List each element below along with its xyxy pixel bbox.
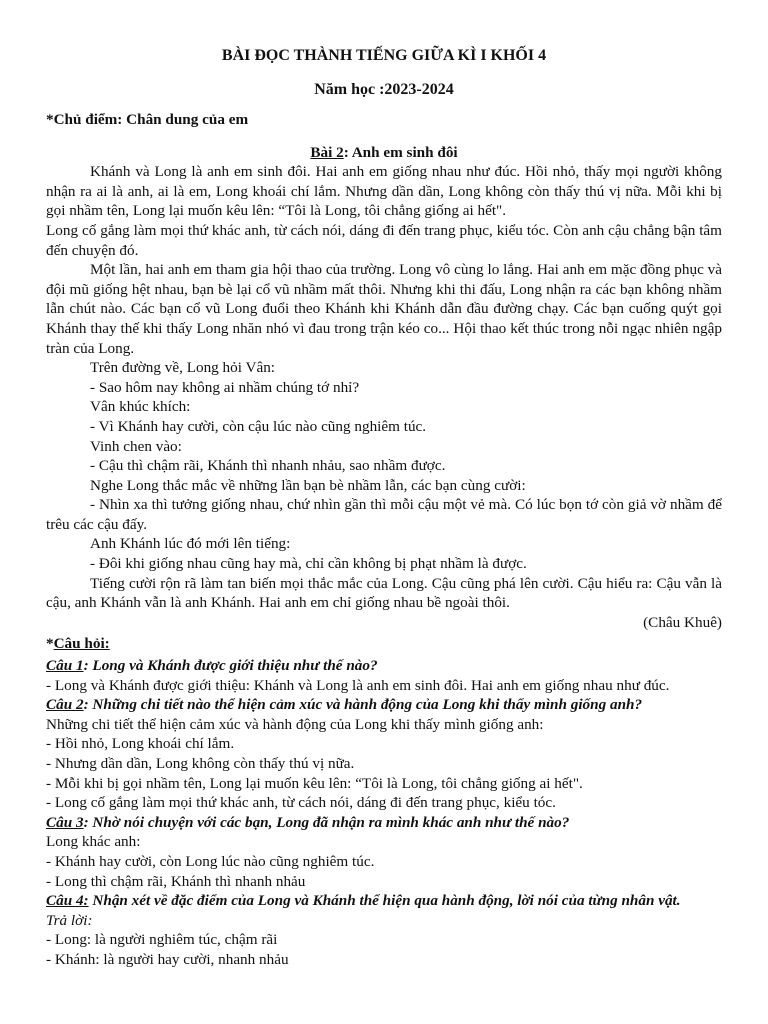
answer-line: - Khánh: là người hay cười, nhanh nhảu	[46, 950, 289, 968]
document-page	[46, 46, 722, 970]
answer-line: - Long và Khánh được giới thiệu: Khánh và Long là anh em sinh đôi. Hai anh em giống nhau như đúc.	[46, 676, 670, 694]
story-paragraph: Khánh và Long là anh em sinh đôi. Hai anh em giống nhau như đúc. Hồi nhỏ, thấy mọi người không nhận ra ai là anh, ai là em, Long khoái chí lắm. Nhưng dần dần, Long không còn thấy thú vị nữa. Mỗi khi bị gọi nhầm tên, Long lại muốn kêu lên: “Tôi là Long, tôi chẳng giống ai hết".	[46, 163, 722, 220]
page-title: BÀI ĐỌC THÀNH TIẾNG GIỮA KÌ I KHỐI 4	[221, 47, 547, 64]
source-credit: (Châu Khuê)	[643, 613, 722, 631]
question-prompt: : Nhờ nói chuyện với các bạn, Long đã nhận ra mình khác anh như thế nào?	[83, 813, 570, 831]
question-text	[46, 656, 722, 676]
answer-line: - Long: là người nghiêm túc, chậm rãi	[46, 931, 278, 949]
question-block	[46, 656, 722, 695]
story-paragraph: Trên đường về, Long hỏi Vân:	[90, 359, 276, 377]
answer-line: - Mỗi khi bị gọi nhầm tên, Long lại muốn kêu lên: “Tôi là Long, tôi chẳng giống ai hết".	[46, 774, 583, 792]
story-paragraph: Anh Khánh lúc đó mới lên tiếng:	[90, 535, 291, 553]
answer-line: - Long cố gắng làm mọi thứ khác anh, từ cách nói, dáng đi đến trang phục, kiểu tóc.	[46, 794, 556, 812]
question-text	[46, 813, 722, 833]
answer-line: - Nhưng dần dần, Long không còn thấy thú vị nữa.	[46, 755, 355, 772]
school-year: Năm học :2023-2024	[314, 81, 454, 98]
questions-list	[46, 656, 722, 970]
question-text	[46, 695, 722, 715]
story-paragraph: - Sao hôm nay không ai nhầm chúng tớ nhỉ?	[90, 378, 360, 396]
answer-line: - Long thì chậm rãi, Khánh thì nhanh nhảu	[46, 872, 306, 890]
lesson-title-text: : Anh em sinh đôi	[343, 143, 458, 161]
theme-line: *Chủ điểm: Chân dung của em	[46, 111, 249, 128]
story-paragraph: - Nhìn xa thì tưởng giống nhau, chứ nhìn gần thì mỗi cậu một vẻ mà. Có lúc bọn tớ còn giả vờ nhầm để trêu các cậu đấy.	[46, 496, 722, 533]
question-number: Câu 3	[46, 813, 84, 831]
lesson-title	[46, 143, 722, 163]
questions-heading	[46, 634, 722, 654]
answer-line: Trả lời:	[46, 911, 93, 929]
questions-heading-label: Câu hỏi:	[53, 635, 110, 653]
question-number: Câu 2	[46, 696, 84, 714]
question-text	[46, 891, 722, 911]
question-prompt: : Những chi tiết nào thể hiện cảm xúc và hành động của Long khi thấy mình giống anh?	[83, 696, 643, 714]
story-paragraph: Vân khúc khích:	[90, 398, 191, 416]
answer-line: - Khánh hay cười, còn Long lúc nào cũng nghiêm túc.	[46, 852, 375, 870]
questions-heading-star: *	[46, 635, 54, 653]
question-block	[46, 813, 722, 891]
question-block	[46, 891, 722, 969]
question-block	[46, 695, 722, 813]
answer-line: - Hồi nhỏ, Long khoái chí lắm.	[46, 735, 235, 753]
question-number: Câu 4:	[46, 892, 89, 910]
story-paragraph: Vinh chen vào:	[90, 437, 182, 455]
story-body	[46, 162, 722, 613]
story-paragraph: Tiếng cười rộn rã làm tan biến mọi thắc mắc của Long. Cậu cũng phá lên cười. Cậu hiểu ra: Cậu vẫn là cậu, anh Khánh vẫn là anh Khánh. Hai anh em chỉ giống nhau bề ngoài thôi.	[46, 574, 722, 612]
story-paragraph: Một lần, hai anh em tham gia hội thao của trường. Long vô cùng lo lắng. Hai anh em mặc đồng phục và đội mũ giống hệt nhau, bạn bè lại cổ vũ nhầm mất thôi. Nhưng khi thi đấu, Long nhận ra các bạn không nhầm lẫn chút nào. Các bạn cổ vũ Long đuổi theo Khánh khi Khánh dẫn đầu đường chạy. Các bạn cuống quýt gọi Khánh thay thế khi thấy Long nhăn nhó vì đau trong trận kéo co... Hội thao kết thúc trong nỗi ngạc nhiên ngập tràn của Long.	[46, 261, 722, 357]
story-paragraph: - Cậu thì chậm rãi, Khánh thì nhanh nhảu, sao nhầm được.	[90, 457, 446, 475]
story-paragraph: Nghe Long thắc mắc về những lần bạn bè nhầm lẫn, các bạn cùng cười:	[90, 476, 526, 494]
lesson-number: Bài 2	[310, 143, 344, 161]
answer-line: Long khác anh:	[46, 833, 141, 851]
question-number: Câu 1	[46, 657, 84, 675]
story-paragraph: Long cố gắng làm mọi thứ khác anh, từ cách nói, dáng đi đến trang phục, kiểu tóc. Còn anh cậu chẳng bận tâm đến chuyện đó.	[46, 221, 722, 259]
question-prompt: Nhận xét về đặc điểm của Long và Khánh thể hiện qua hành động, lời nói của từng nhân vật.	[88, 892, 681, 910]
story-paragraph: - Vì Khánh hay cười, còn cậu lúc nào cũng nghiêm túc.	[90, 417, 427, 435]
answer-line: Những chi tiết thể hiện cảm xúc và hành động của Long khi thấy mình giống anh:	[46, 715, 544, 733]
story-paragraph: - Đôi khi giống nhau cũng hay mà, chỉ cần không bị phạt nhầm là được.	[90, 555, 527, 573]
question-prompt: : Long và Khánh được giới thiệu như thế nào?	[83, 657, 378, 675]
